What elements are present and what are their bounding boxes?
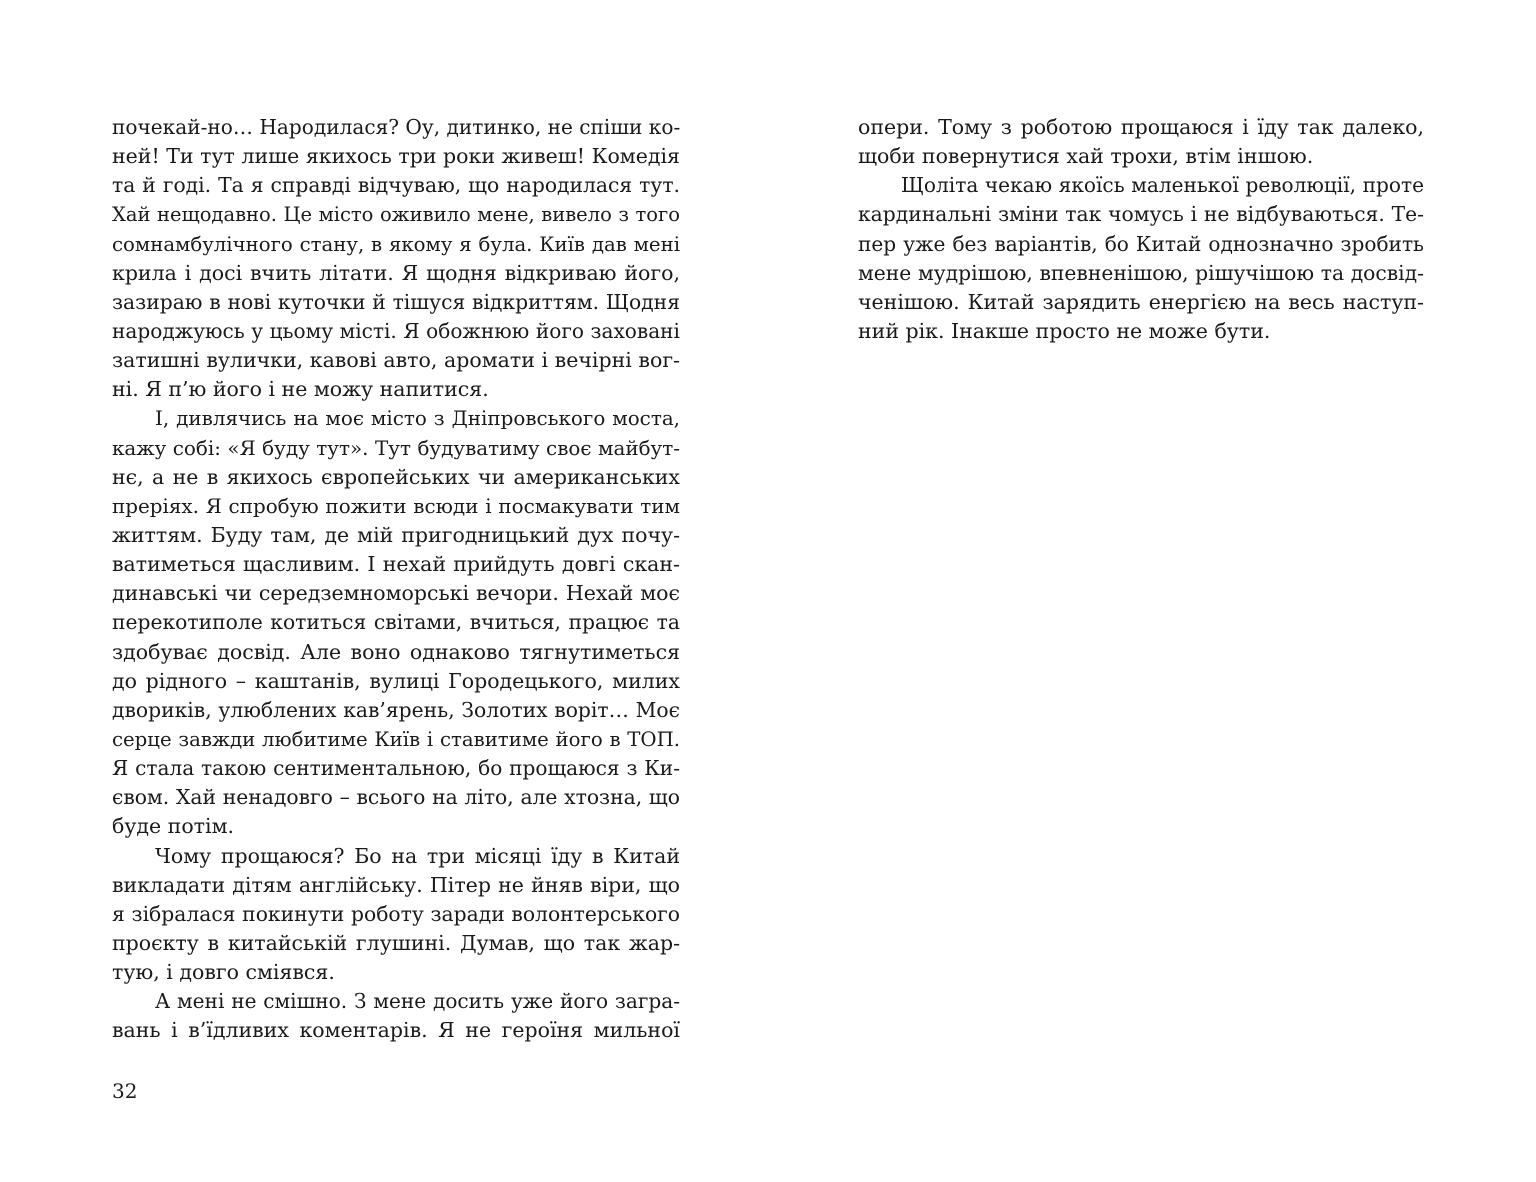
text-line: кардинальні зміни так чомусь і не відбуваються. Те-: [858, 202, 1424, 227]
text-line: зазираю в нові куточки й тішуся відкриттям. Щодня: [112, 289, 680, 314]
text-line: мене мудрішою, впевненішою, рішучішою та досвід-: [858, 260, 1424, 285]
text-line: щоби повернутися хай трохи, втім іншою.: [858, 144, 1314, 169]
right-text-column: [858, 113, 1424, 346]
text-line: затишні вулички, кавові авто, аромати і вечірні вог-: [112, 348, 680, 373]
text-line: перекотиполе котиться світами, вчиться, працює та: [112, 610, 680, 635]
text-line: двориків, улюблених кав’ярень, Золотих воріт… Моє: [112, 697, 680, 722]
text-line: Я стала такою сентиментальною, бо прощаюся з Ки-: [112, 756, 680, 781]
text-line: ний рік. Інакше просто не може бути.: [858, 318, 1271, 343]
text-line: сомнамбулічного стану, в якому я була. Київ дав мені: [112, 232, 680, 256]
text-line: ней! Ти тут лише якихось три роки живеш! Комедія: [112, 144, 680, 169]
text-line: до рідного – каштанів, вулиці Городецького, милих: [112, 668, 680, 693]
text-line: пер уже без варіантів, бо Китай однозначно зробить: [858, 231, 1424, 256]
text-line: буде потім.: [112, 814, 235, 839]
text-line: тую, і довго сміявся.: [112, 960, 335, 985]
text-line: проєкту в китайській глушині. Думав, що так жар-: [112, 930, 680, 955]
text-line: опери. Тому з роботою прощаюся і їду так далеко,: [858, 115, 1424, 139]
paragraph-first-line: А мені не смішно. З мене досить уже його загра-: [155, 989, 680, 1014]
text-line: викладати дітям англійську. Пітер не йняв віри, що: [112, 872, 680, 897]
text-line: крила і досі вчить літати. Я щодня відкриваю його,: [112, 260, 680, 285]
text-line: вань і в’їдливих коментарів. Я не героїня мильної: [112, 1018, 680, 1043]
text-line: серце завжди любитиме Київ і ставитиме його в ТОП.: [112, 727, 680, 751]
text-line: євом. Хай ненадовго – всього на літо, але хтозна, що: [112, 785, 680, 810]
page-number: 32: [112, 1079, 138, 1103]
text-line: почекай-но… Народилася? Оу, дитинко, не спіши ко-: [112, 115, 681, 139]
text-line: я зібралася покинути роботу заради волонтерського: [112, 901, 680, 926]
left-text-column: [112, 113, 680, 1046]
paragraph-first-line: Чому прощаюся? Бо на три місяці їду в Китай: [155, 843, 680, 868]
paragraph-first-line: Щоліта чекаю якоїсь маленької революції, проте: [901, 173, 1424, 198]
text-line: нє, а не в якихось європейських чи американських: [112, 464, 680, 489]
text-line: ні. Я п’ю його і не можу напитися.: [112, 377, 489, 402]
text-line: та й годі. Та я справді відчуваю, що народилася тут.: [112, 173, 680, 198]
text-line: Хай нещодавно. Це місто оживило мене, вивело з того: [112, 203, 680, 227]
text-line: ченішою. Китай зарядить енергією на весь наступ-: [858, 289, 1424, 314]
right-page: [768, 0, 1536, 1182]
text-line: кажу собі: «Я буду тут». Тут будуватиму своє майбут-: [112, 436, 680, 460]
text-line: народжуюсь у цьому місті. Я обожнюю його заховані: [112, 318, 680, 343]
text-line: преріях. Я спробую пожити всюди і посмакувати тим: [112, 494, 680, 518]
text-line: динавські чи середземноморські вечори. Нехай моє: [112, 581, 680, 606]
text-line: ватиметься щасливим. І нехай прийдуть довгі скан-: [112, 552, 680, 577]
text-line: життям. Буду там, де мій пригодницький дух почу-: [112, 522, 680, 547]
text-line: здобуває досвід. Але воно однаково тягнутиметься: [112, 639, 680, 664]
paragraph-first-line: І, дивлячись на моє місто з Дніпровського моста,: [155, 407, 680, 431]
